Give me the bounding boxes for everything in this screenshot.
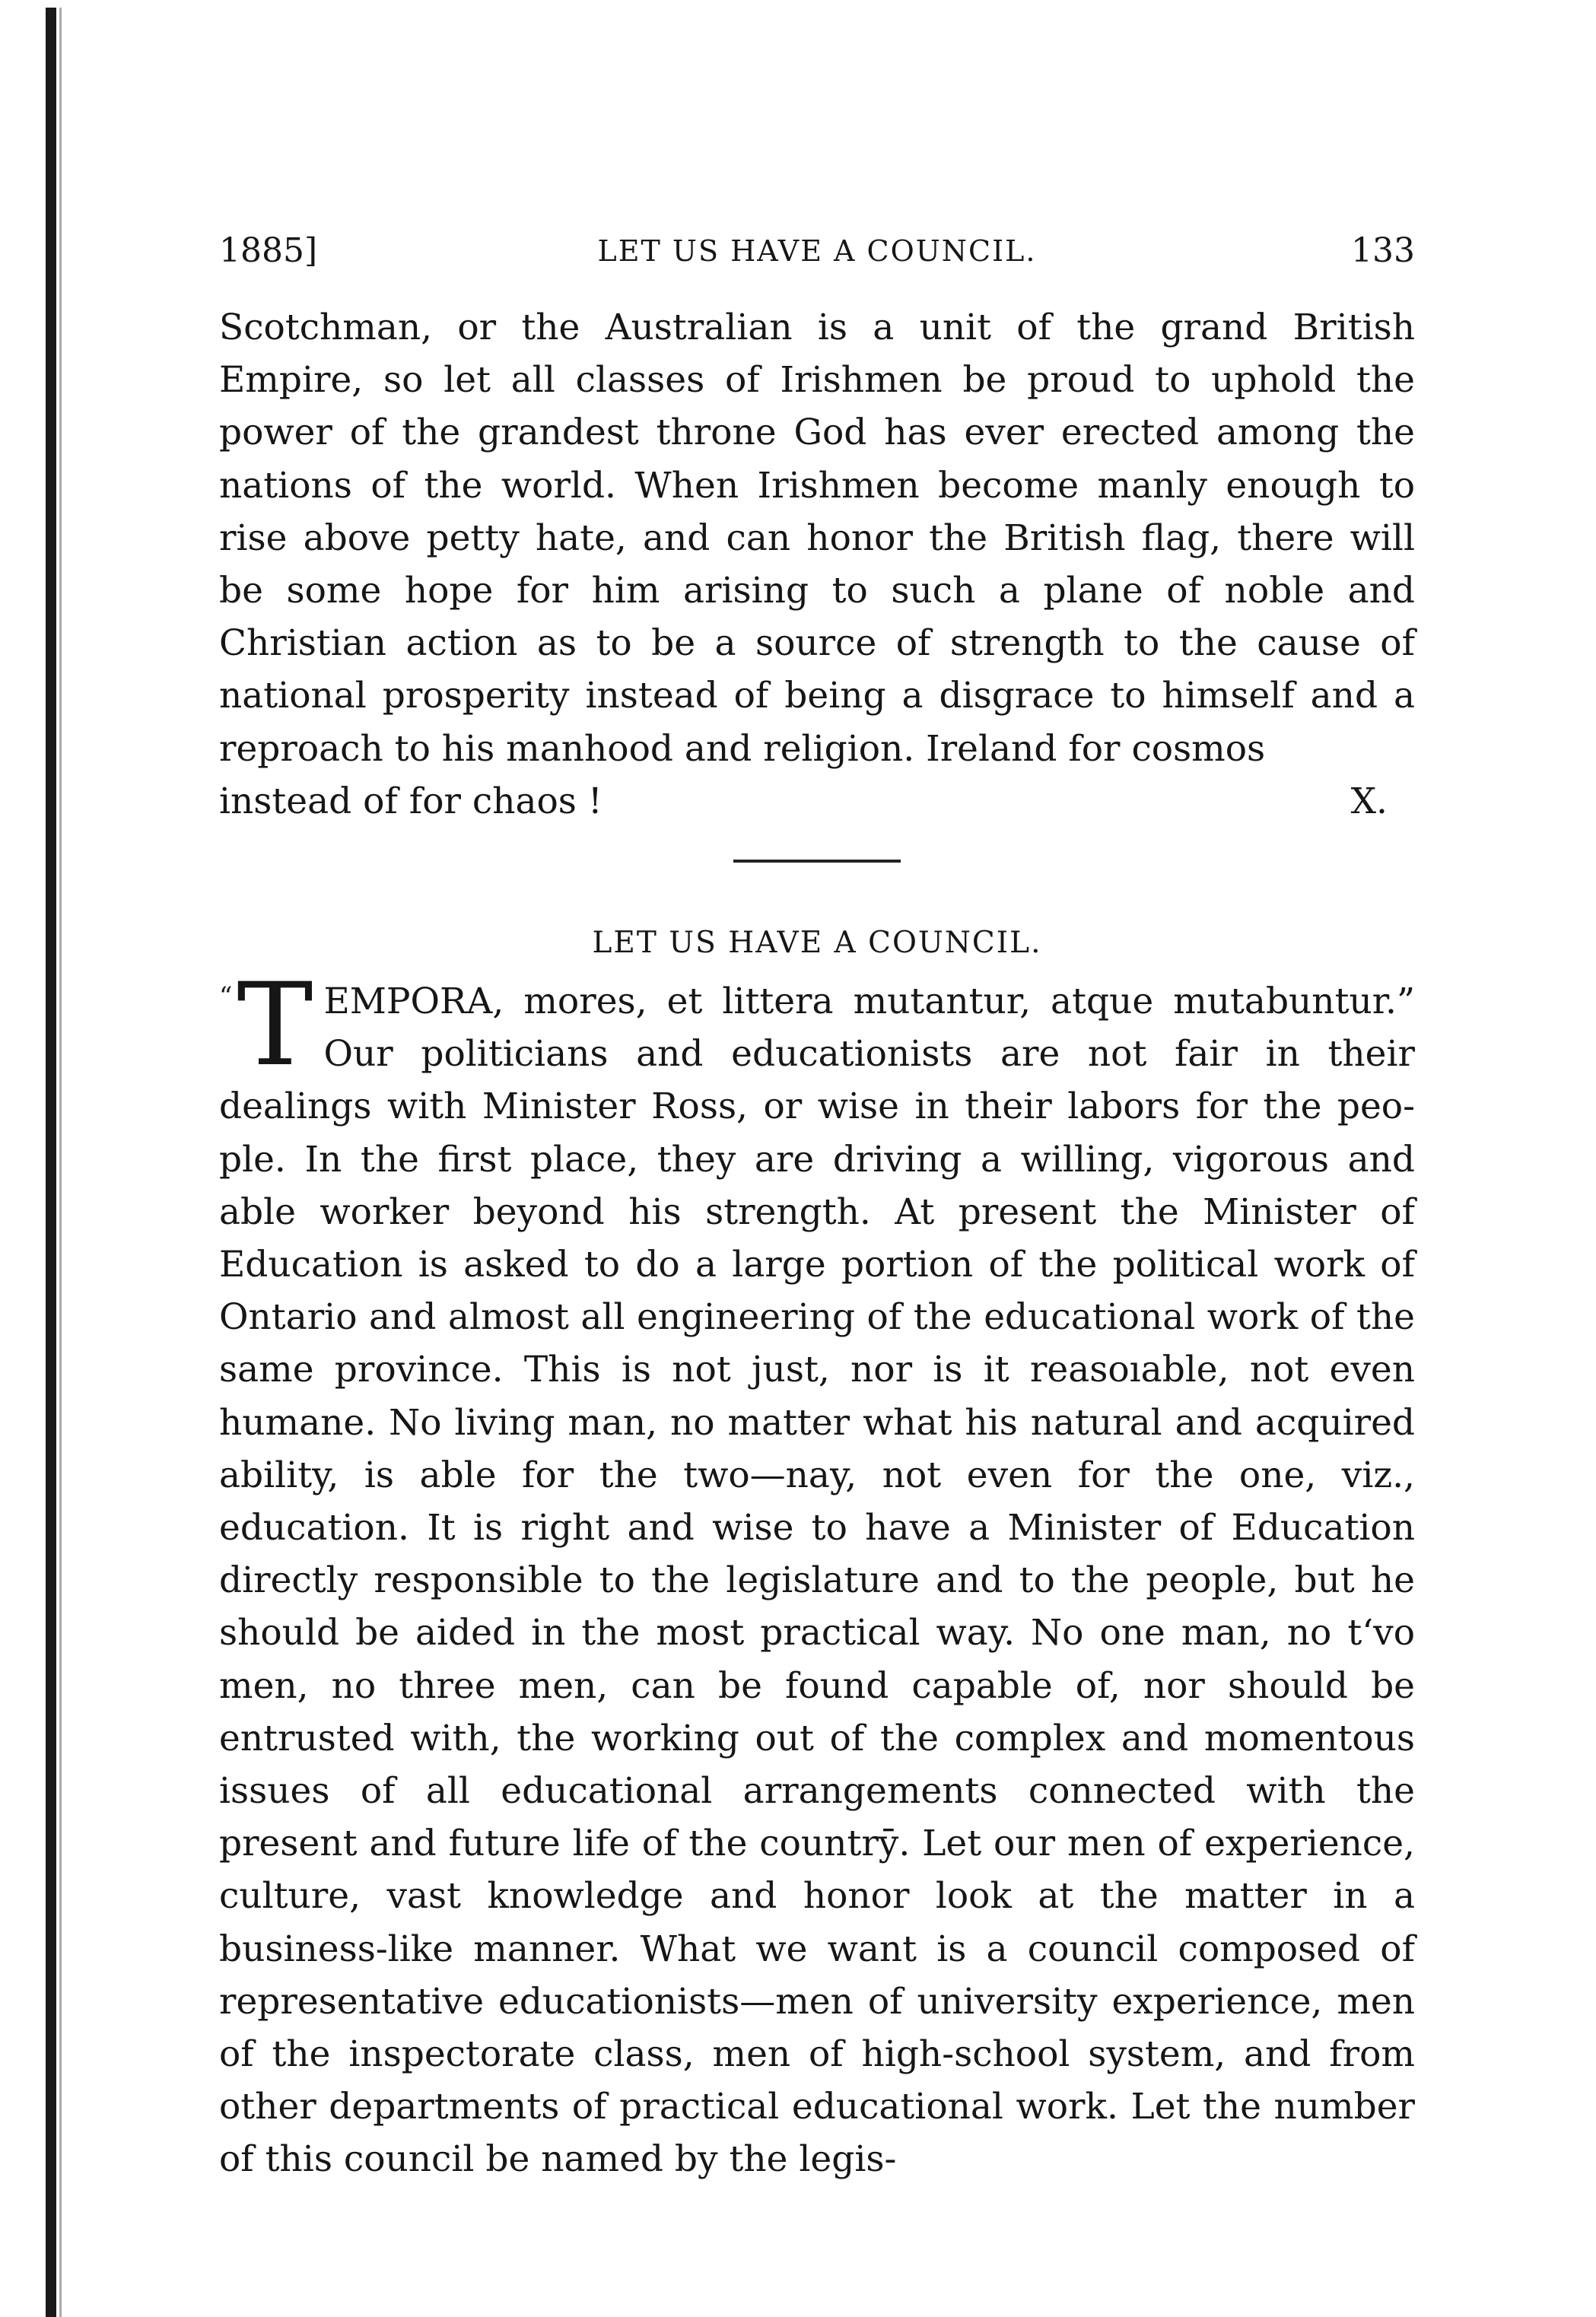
article-opening-line: EMPORA, mores, et littera mutantur, atque mutabuntur.” [323, 981, 1415, 1022]
running-head [219, 228, 1415, 274]
previous-article [219, 301, 1415, 828]
scan-binding-edge [46, 8, 56, 2317]
previous-article-body: Scotchman, or the Australian is a unit of the grand British Empire, so let all classes of Irishmen be proud to uphold the power of the grandest throne God has ever erected among the nations of the world. When Irishmen become manly enough to rise above petty hate, and can honor the British flag, there will be some hope for him arising to such a plane of noble and Christian action as to be a source of strength to the cause of national prosperity instead of being a disgrace to himself and a reproach to his manhood and religion. Ireland for cosmos [219, 307, 1415, 770]
article-title: LET US HAVE A COUNCIL. [592, 926, 1042, 960]
previous-article-closing-text: instead of for chaos ! [219, 780, 602, 822]
opening-quote-mark: “ [219, 981, 233, 1012]
previous-article-signature: X. [1350, 780, 1388, 822]
running-head-title: LET US HAVE A COUNCIL. [597, 234, 1037, 268]
article-text: Our politicians and educationists are not fair in their dealings with Minister Ross, or wise in their labors for the people. In the first place, they are driving a willing, vigorous and able worker beyond his strength. At present the Minister of Education is asked to do a large portion of the political work of Ontario and almost all engineering of the educational work of the same province. This is not just, nor is it reasoıable, not even humane. No living man, no matter what his natural and acquired ability, is able for the two—nay, not even for the one, viz., education. It is right and wise to have a Minister of Education directly responsible to the legislature and to the people, but he should be aided in the most practical way. No one man, no tʻvo men, no three men, can be found capable of, nor should be entrusted with, the working out of the complex and momentous issues of all educational arrangements connected with the present and future life of the countrȳ. Let our men of experience, culture, vast knowledge and honor look at the matter in a business-like manner. What we want is a council composed of representative educationists—men of university experience, men of the inspectorate class, men of high-school system, and from other departments of practical educational work. Let the number of this council be named by the legis- [219, 1033, 1415, 2181]
previous-article-closing-line [219, 775, 1415, 828]
section-divider [733, 860, 901, 863]
running-head-year: 1885] [219, 231, 318, 270]
page-number: 133 [1351, 231, 1415, 270]
drop-cap: T [237, 959, 313, 1092]
article-body [219, 959, 1415, 2186]
scan-binding-shadow [59, 8, 62, 2317]
